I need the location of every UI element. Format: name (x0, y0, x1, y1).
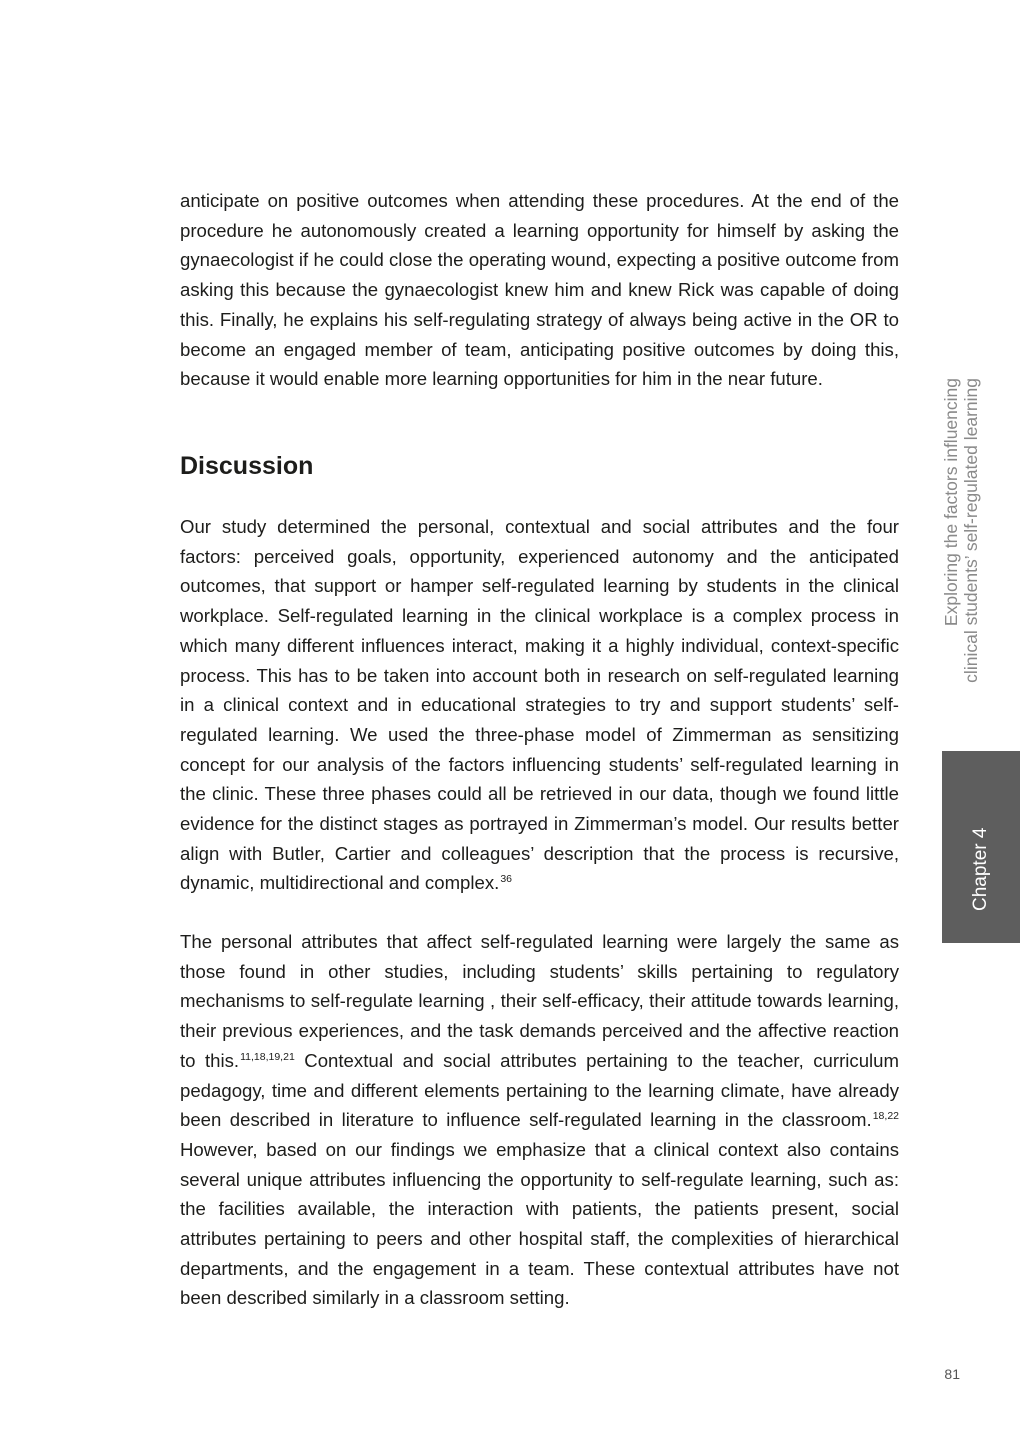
body-paragraph-3 (180, 927, 899, 1313)
paragraph-3-text-part-1: The personal attributes that affect self-regulated learning were largely the same as those found in other studies, including students’ skills pertaining to regulatory mechanisms to self-regulate learning , their self-efficacy, their attitude towards learning, their previous experiences, and the task demands perceived and the affective reaction to this. (180, 931, 899, 1071)
running-title-line-1: Exploring the factors influencing (941, 378, 961, 627)
citation-reference: 18,22 (872, 1110, 899, 1123)
running-chapter-title (941, 378, 989, 720)
running-title-line-2: clinical students’ self-regulated learning (961, 378, 981, 683)
chapter-label: Chapter 4 (970, 827, 991, 911)
body-paragraph-1: anticipate on positive outcomes when attending these procedures. At the end of the procedure he autonomously created a learning opportunity for himself by asking the gynaecologist if he could close the operating wound, expecting a positive outcome from asking this because the gynaecologist knew him and knew Rick was capable of doing this. Finally, he explains his self-regulating strategy of always being active in the OR to become an engaged member of team, anticipating positive outcomes by doing this, because it would enable more learning opportunities for him in the near future. (180, 190, 899, 390)
chapter-tab (942, 751, 1020, 943)
body-paragraph-2 (180, 512, 899, 898)
page-number: 81 (944, 1366, 960, 1382)
paragraph-3-text-part-2: Contextual and social attributes pertaining to the teacher, curriculum pedagogy, time and different elements pertaining to the learning climate, have already been described in literature to influence self-regulated learning in the classroom. (180, 1049, 899, 1131)
citation-reference: 11,18,19,21 (240, 1050, 295, 1063)
paragraph-3-text-part-3: However, based on our findings we emphasize that a clinical context also contains several unique attributes influencing the opportunity to self-regulate learning, such as: the facilities available, the interaction with patients, the patients present, social attributes pertaining to peers and other hospital staff, the complexities of hierarchical departments, and the engagement in a team. These contextual attributes have not been described similarly in a classroom setting. (180, 1138, 899, 1309)
section-heading-discussion: Discussion (180, 452, 314, 480)
citation-reference: 36 (500, 873, 513, 886)
paragraph-2-text: Our study determined the personal, contextual and social attributes and the four factors: perceived goals, opportunity, experienced autonomy and the anticipated outcomes, that support or hamper self-regulated learning by students in the clinical workplace. Self-regulated learning in the clinical workplace is a complex process in which many different influences interact, making it a highly individual, context-specific process. This has to be taken into account both in research on self-regulated learning in a clinical context and in educational strategies to try and support students’ self-regulated learning. We used the three-phase model of Zimmerman as sensitizing concept for our analysis of the factors influencing students’ self-regulated learning in the clinic. These three phases could all be retrieved in our data, though we found little evidence for the distinct stages as portrayed in Zimmerman’s model. Our results better align with Butler, Cartier and colleagues’ description that the process is recursive, dynamic, multidirectional and complex. (180, 516, 899, 894)
